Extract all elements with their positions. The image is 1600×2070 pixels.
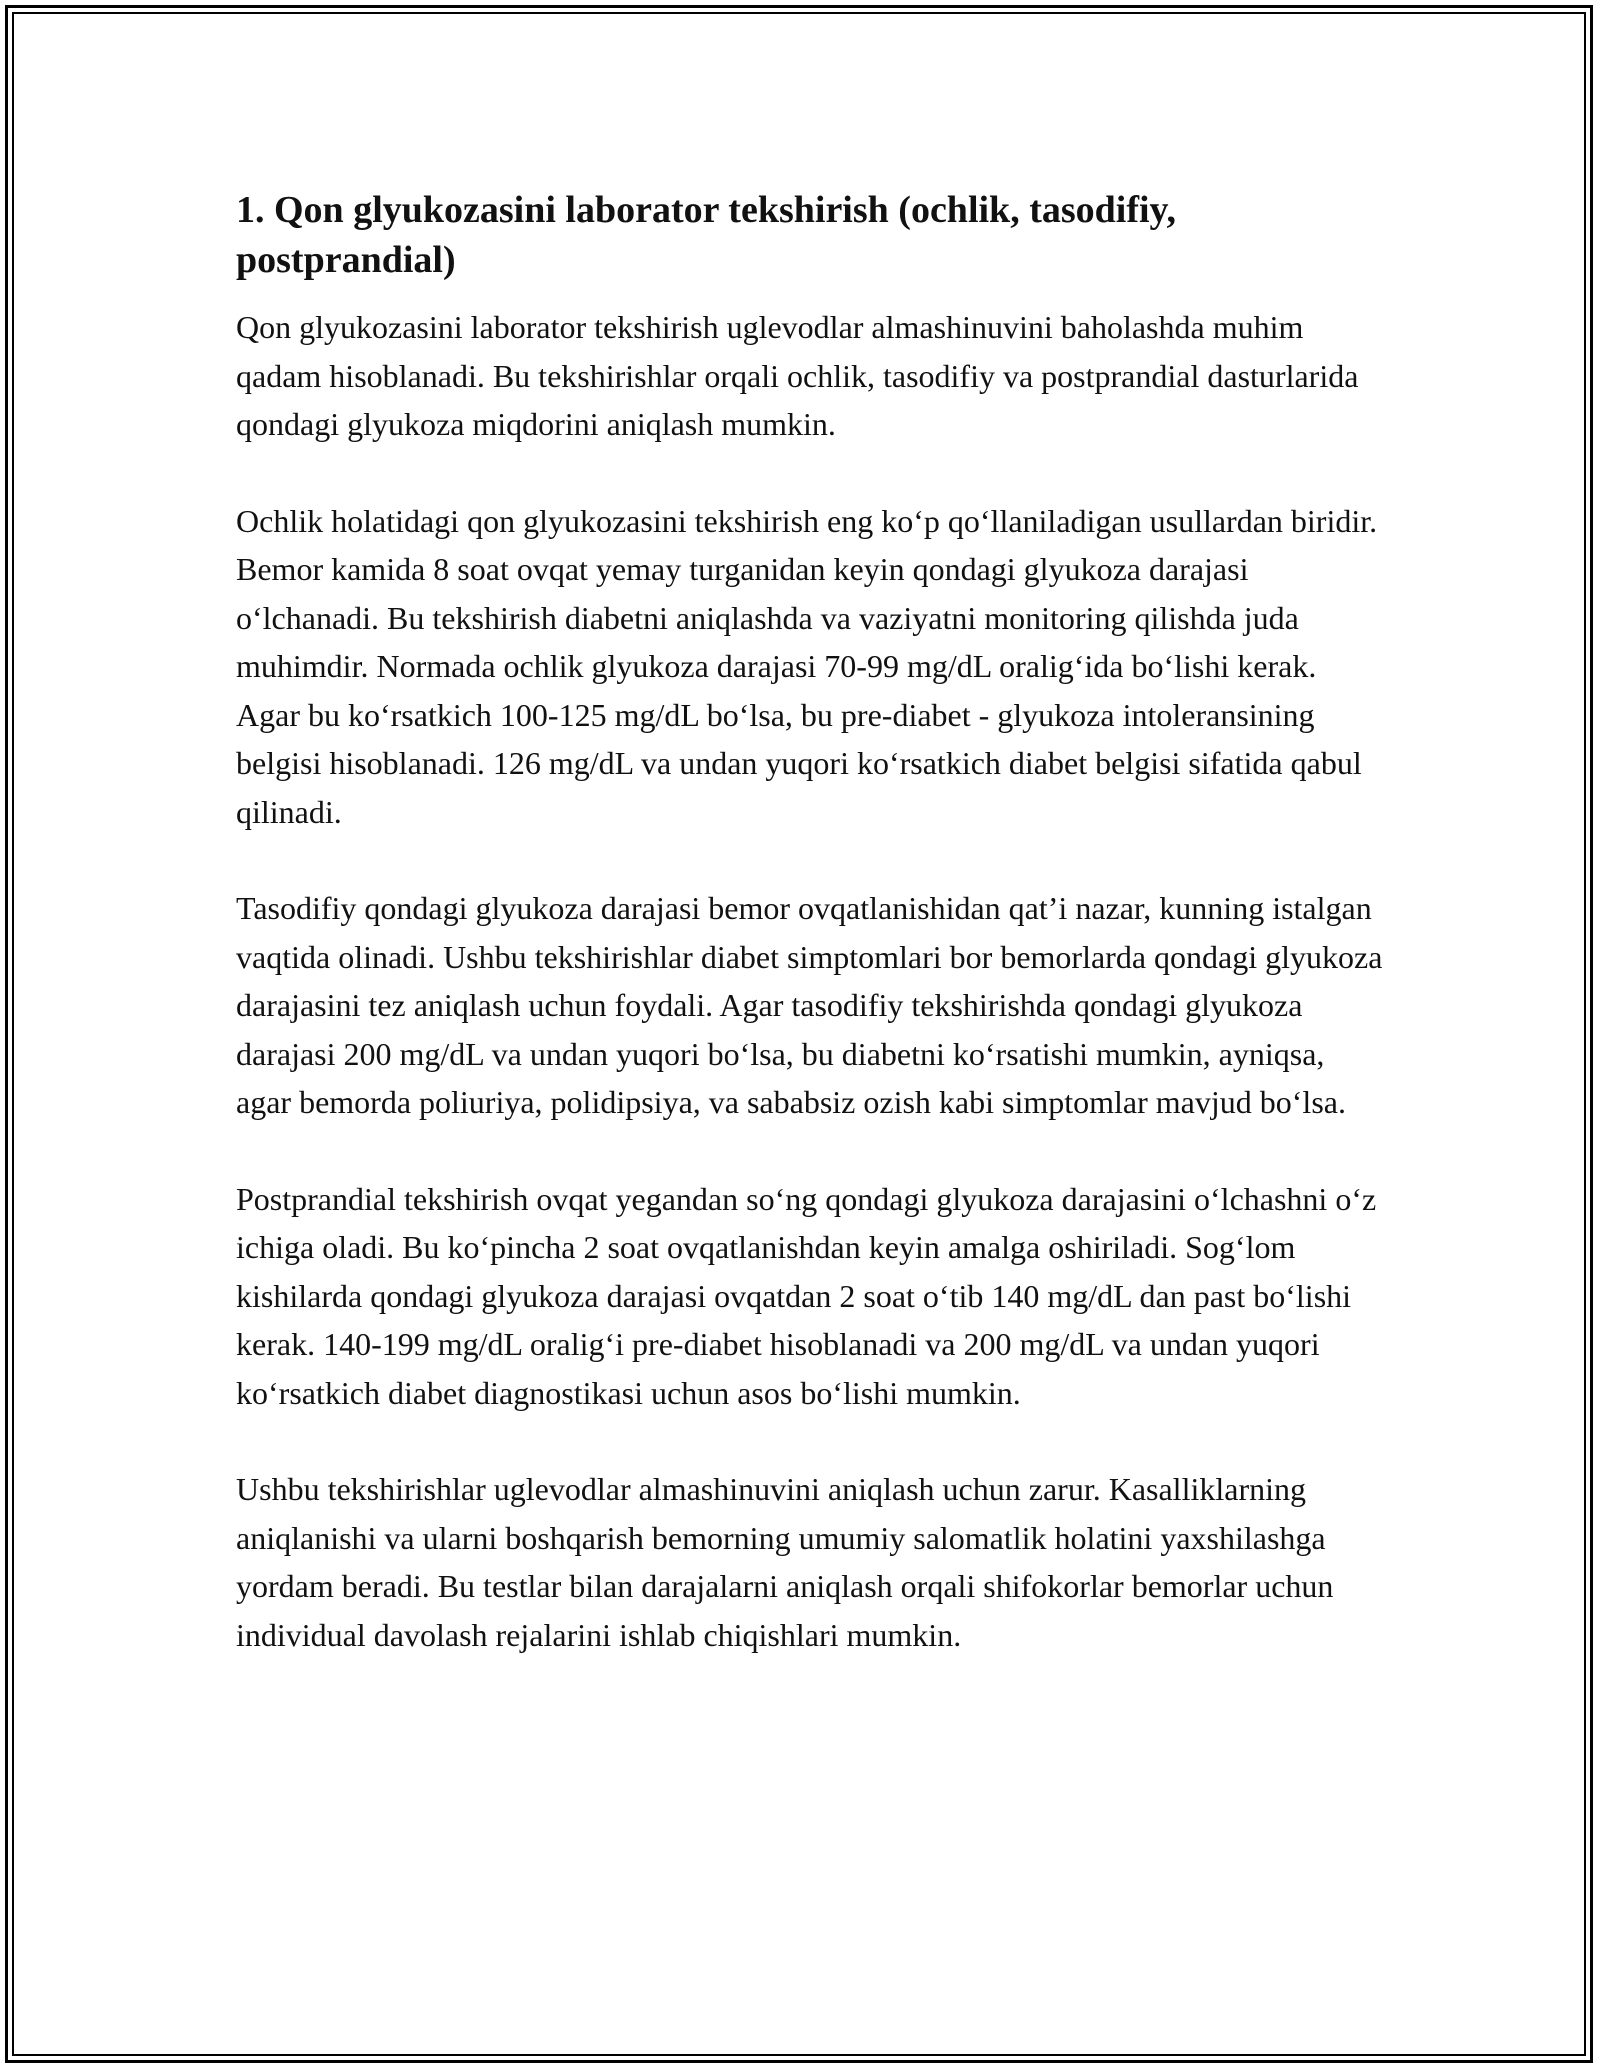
section-title: 1. Qon glyukozasini laborator tekshirish (ochlik, tasodifiy, postprandial) xyxy=(236,189,1176,281)
paragraph-intro: Qon glyukozasini laborator tekshirish uglevodlar almashinuvini baholashda muhim qadam hisoblanadi. Bu tekshirishlar orqali ochlik, tasodifiy va postprandial dasturlarida qondagi glyukoza miqdorini aniqlash mumkin. xyxy=(236,309,1359,442)
document-body xyxy=(236,185,1386,1707)
paragraph-conclusion: Ushbu tekshirishlar uglevodlar almashinuvini aniqlash uchun zarur. Kasalliklarning aniqlanishi va ularni boshqarish bemorning umumiy salomatlik holatini yaxshilashga yordam beradi. Bu testlar bilan darajalarni aniqlash orqali shifokorlar bemorlar uchun individual davolash rejalarini ishlab chiqishlari mumkin. xyxy=(236,1471,1334,1653)
paragraph-random: Tasodifiy qondagi glyukoza darajasi bemor ovqatlanishidan qatʼi nazar, kunning istalgan vaqtida olinadi. Ushbu tekshirishlar diabet simptomlari bor bemorlarda qondagi glyukoza darajasini tez aniqlash uchun foydali. Agar tasodifiy tekshirishda qondagi glyukoza darajasi 200 mg/dL va undan yuqori boʻlsa, bu diabetni koʻrsatishi mumkin, ayniqsa, agar bemorda poliuriya, polidipsiya, va sababsiz ozish kabi simptomlar mavjud boʻlsa. xyxy=(236,890,1383,1120)
paragraph-postprandial: Postprandial tekshirish ovqat yegandan soʻng qondagi glyukoza darajasini oʻlchashni oʻz ichiga oladi. Bu koʻpincha 2 soat ovqatlanishdan keyin amalga oshiriladi. Sogʻlom kishilarda qondagi glyukoza darajasi ovqatdan 2 soat oʻtib 140 mg/dL dan past boʻlishi kerak. 140-199 mg/dL oraligʻi pre-diabet hisoblanadi va 200 mg/dL va undan yuqori koʻrsatkich diabet diagnostikasi uchun asos boʻlishi mumkin. xyxy=(236,1180,1377,1411)
paragraph-fasting: Ochlik holatidagi qon glyukozasini tekshirish eng koʻp qoʻllaniladigan usullardan biridir. Bemor kamida 8 soat ovqat yemay turganidan keyin qondagi glyukoza darajasi oʻlchanadi. Bu tekshirish diabetni aniqlashda va vaziyatni monitoring qilishda juda muhimdir. Normada ochlik glyukoza darajasi 70-99 mg/dL oraligʻida boʻlishi kerak. Agar bu koʻrsatkich 100-125 mg/dL boʻlsa, bu pre-diabet - glyukoza intoleransining belgisi hisoblanadi. 126 mg/dL va undan yuqori koʻrsatkich diabet belgisi sifatida qabul qilinadi. xyxy=(236,502,1378,830)
